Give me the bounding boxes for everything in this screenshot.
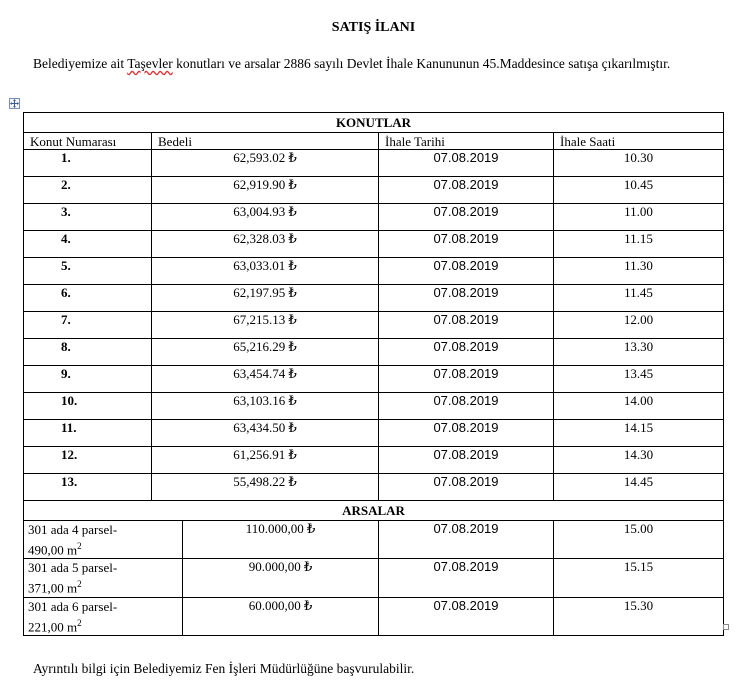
column-header-bedeli: Bedeli xyxy=(152,133,379,150)
konut-price: 65,216.29 ₺ xyxy=(152,339,379,366)
column-header-ihale-saati: İhale Saati xyxy=(554,133,724,150)
konut-number: 6. xyxy=(24,285,152,312)
konut-date: 07.08.2019 xyxy=(379,204,554,231)
konut-time: 13.45 xyxy=(554,366,724,393)
konut-time: 14.30 xyxy=(554,447,724,474)
footer-note: Ayrıntılı bilgi için Belediyemiz Fen İşleri Müdürlüğüne başvurulabilir. xyxy=(33,661,415,676)
konut-time: 14.15 xyxy=(554,420,724,447)
table-row xyxy=(24,312,724,339)
table-move-handle[interactable] xyxy=(9,98,20,109)
table-row xyxy=(24,339,724,366)
konut-date: 07.08.2019 xyxy=(379,447,554,474)
konut-price: 63,033.01 ₺ xyxy=(152,258,379,285)
konut-date: 07.08.2019 xyxy=(379,312,554,339)
konut-number: 5. xyxy=(24,258,152,285)
arsa-price: 60.000,00 ₺ xyxy=(183,597,379,635)
konut-price: 63,103.16 ₺ xyxy=(152,393,379,420)
konut-price: 55,498.22 ₺ xyxy=(152,474,379,501)
table-row xyxy=(24,204,724,231)
arsalar-table xyxy=(23,500,724,636)
konut-price: 62,919.90 ₺ xyxy=(152,177,379,204)
konut-date: 07.08.2019 xyxy=(379,420,554,447)
arsa-date: 07.08.2019 xyxy=(379,559,554,597)
konut-price: 63,454.74 ₺ xyxy=(152,366,379,393)
konut-time: 12.00 xyxy=(554,312,724,339)
document-title: SATIŞ İLANI xyxy=(331,20,416,35)
konut-number: 4. xyxy=(24,231,152,258)
konut-number: 2. xyxy=(24,177,152,204)
konut-time: 11.30 xyxy=(554,258,724,285)
arsa-date: 07.08.2019 xyxy=(379,597,554,635)
intro-text-before: Belediyemize ait xyxy=(33,56,128,71)
konut-date: 07.08.2019 xyxy=(379,474,554,501)
konut-number: 7. xyxy=(24,312,152,339)
konut-number: 13. xyxy=(24,474,152,501)
konut-price: 61,256.91 ₺ xyxy=(152,447,379,474)
konut-number: 11. xyxy=(24,420,152,447)
arsalar-heading: ARSALAR xyxy=(24,501,724,521)
konut-price: 63,434.50 ₺ xyxy=(152,420,379,447)
konut-date: 07.08.2019 xyxy=(379,339,554,366)
konut-date: 07.08.2019 xyxy=(379,366,554,393)
arsa-parcel: 301 ada 4 parsel- 490,00 $m^2$ xyxy=(24,521,183,559)
konut-time: 13.30 xyxy=(554,339,724,366)
konut-price: 67,215.13 ₺ xyxy=(152,312,379,339)
arsa-time: 15.30 xyxy=(554,597,724,635)
intro-paragraph xyxy=(33,54,724,73)
table-row xyxy=(24,177,724,204)
column-header-ihale-tarihi: İhale Tarihi xyxy=(379,133,554,150)
konut-number: 1. xyxy=(24,150,152,177)
table-row xyxy=(24,366,724,393)
konut-date: 07.08.2019 xyxy=(379,231,554,258)
table-row xyxy=(24,231,724,258)
table-row xyxy=(24,393,724,420)
intro-place-name: Taşevler xyxy=(127,56,173,71)
konut-time: 10.30 xyxy=(554,150,724,177)
sale-tables xyxy=(23,112,724,636)
konut-price: 62,328.03 ₺ xyxy=(152,231,379,258)
konut-time: 11.00 xyxy=(554,204,724,231)
arsa-time: 15.00 xyxy=(554,521,724,559)
konut-time: 11.45 xyxy=(554,285,724,312)
konut-time: 10.45 xyxy=(554,177,724,204)
arsa-time: 15.15 xyxy=(554,559,724,597)
konut-number: 3. xyxy=(24,204,152,231)
arsa-date: 07.08.2019 xyxy=(379,521,554,559)
table-row xyxy=(24,285,724,312)
konutlar-table xyxy=(23,112,724,501)
table-row xyxy=(24,258,724,285)
table-row xyxy=(24,420,724,447)
konutlar-heading: KONUTLAR xyxy=(24,113,724,133)
table-row xyxy=(24,559,724,597)
move-arrows-icon xyxy=(10,99,19,108)
table-row xyxy=(24,521,724,559)
konut-price: 62,593.02 ₺ xyxy=(152,150,379,177)
table-resize-handle[interactable] xyxy=(723,624,729,630)
konut-date: 07.08.2019 xyxy=(379,150,554,177)
table-row xyxy=(24,597,724,635)
konut-number: 12. xyxy=(24,447,152,474)
column-header-konut-numarasi: Konut Numarası xyxy=(24,133,152,150)
konut-number: 9. xyxy=(24,366,152,393)
konut-date: 07.08.2019 xyxy=(379,393,554,420)
konut-time: 14.45 xyxy=(554,474,724,501)
intro-text-after: konutları ve arsalar 2886 sayılı Devlet İhale Kanununun 45.Maddesince satışa çıkarılmıştır. xyxy=(172,56,671,71)
table-row xyxy=(24,447,724,474)
konut-date: 07.08.2019 xyxy=(379,285,554,312)
table-row xyxy=(24,474,724,501)
konut-time: 14.00 xyxy=(554,393,724,420)
konut-price: 62,197.95 ₺ xyxy=(152,285,379,312)
konut-date: 07.08.2019 xyxy=(379,258,554,285)
konut-number: 8. xyxy=(24,339,152,366)
table-row xyxy=(24,150,724,177)
konut-number: 10. xyxy=(24,393,152,420)
konut-date: 07.08.2019 xyxy=(379,177,554,204)
arsa-price: 110.000,00 ₺ xyxy=(183,521,379,559)
konut-price: 63,004.93 ₺ xyxy=(152,204,379,231)
arsa-parcel: 301 ada 6 parsel- 221,00 $m^2$ xyxy=(24,597,183,635)
konut-time: 11.15 xyxy=(554,231,724,258)
arsa-price: 90.000,00 ₺ xyxy=(183,559,379,597)
arsa-parcel: 301 ada 5 parsel- 371,00 $m^2$ xyxy=(24,559,183,597)
